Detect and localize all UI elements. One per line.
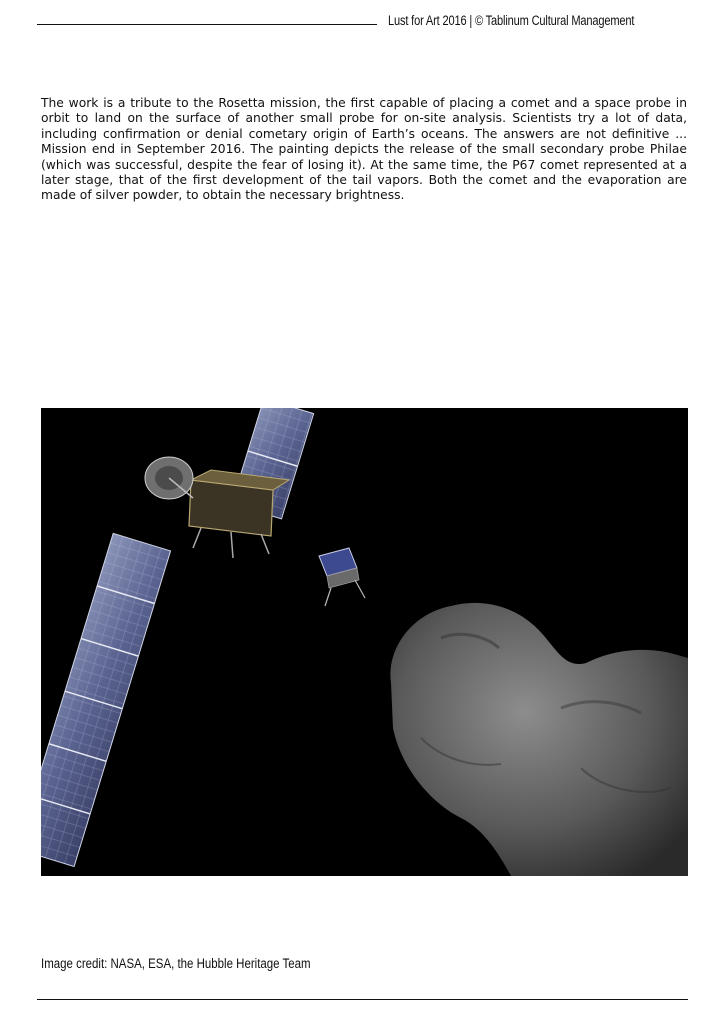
rosetta-image [41,408,688,876]
header-rule [37,24,377,25]
footer-rule [37,999,688,1000]
page-header: Lust for Art 2016 | © Tablinum Cultural Management [388,13,635,28]
body-paragraph: The work is a tribute to the Rosetta mission, the first capable of placing a comet and a space probe in orbit to land on the surface of another small probe for on-site analysis. Scientists try a lot of data, including confirmation or denial cometary origin of Earth’s oceans. The answers are not definitive ... Mission end in September 2016. The painting depicts the release of the small secondary probe Philae (which was successful, despite the fear of losing it). At the same time, the P67 comet represented at a later stage, that of the first development of the tail vapors. Both the comet and the evaporation are made of silver powder, to obtain the necessary brightness. [41,96,687,203]
image-credit: Image credit: NASA, ESA, the Hubble Heritage Team [41,956,311,971]
